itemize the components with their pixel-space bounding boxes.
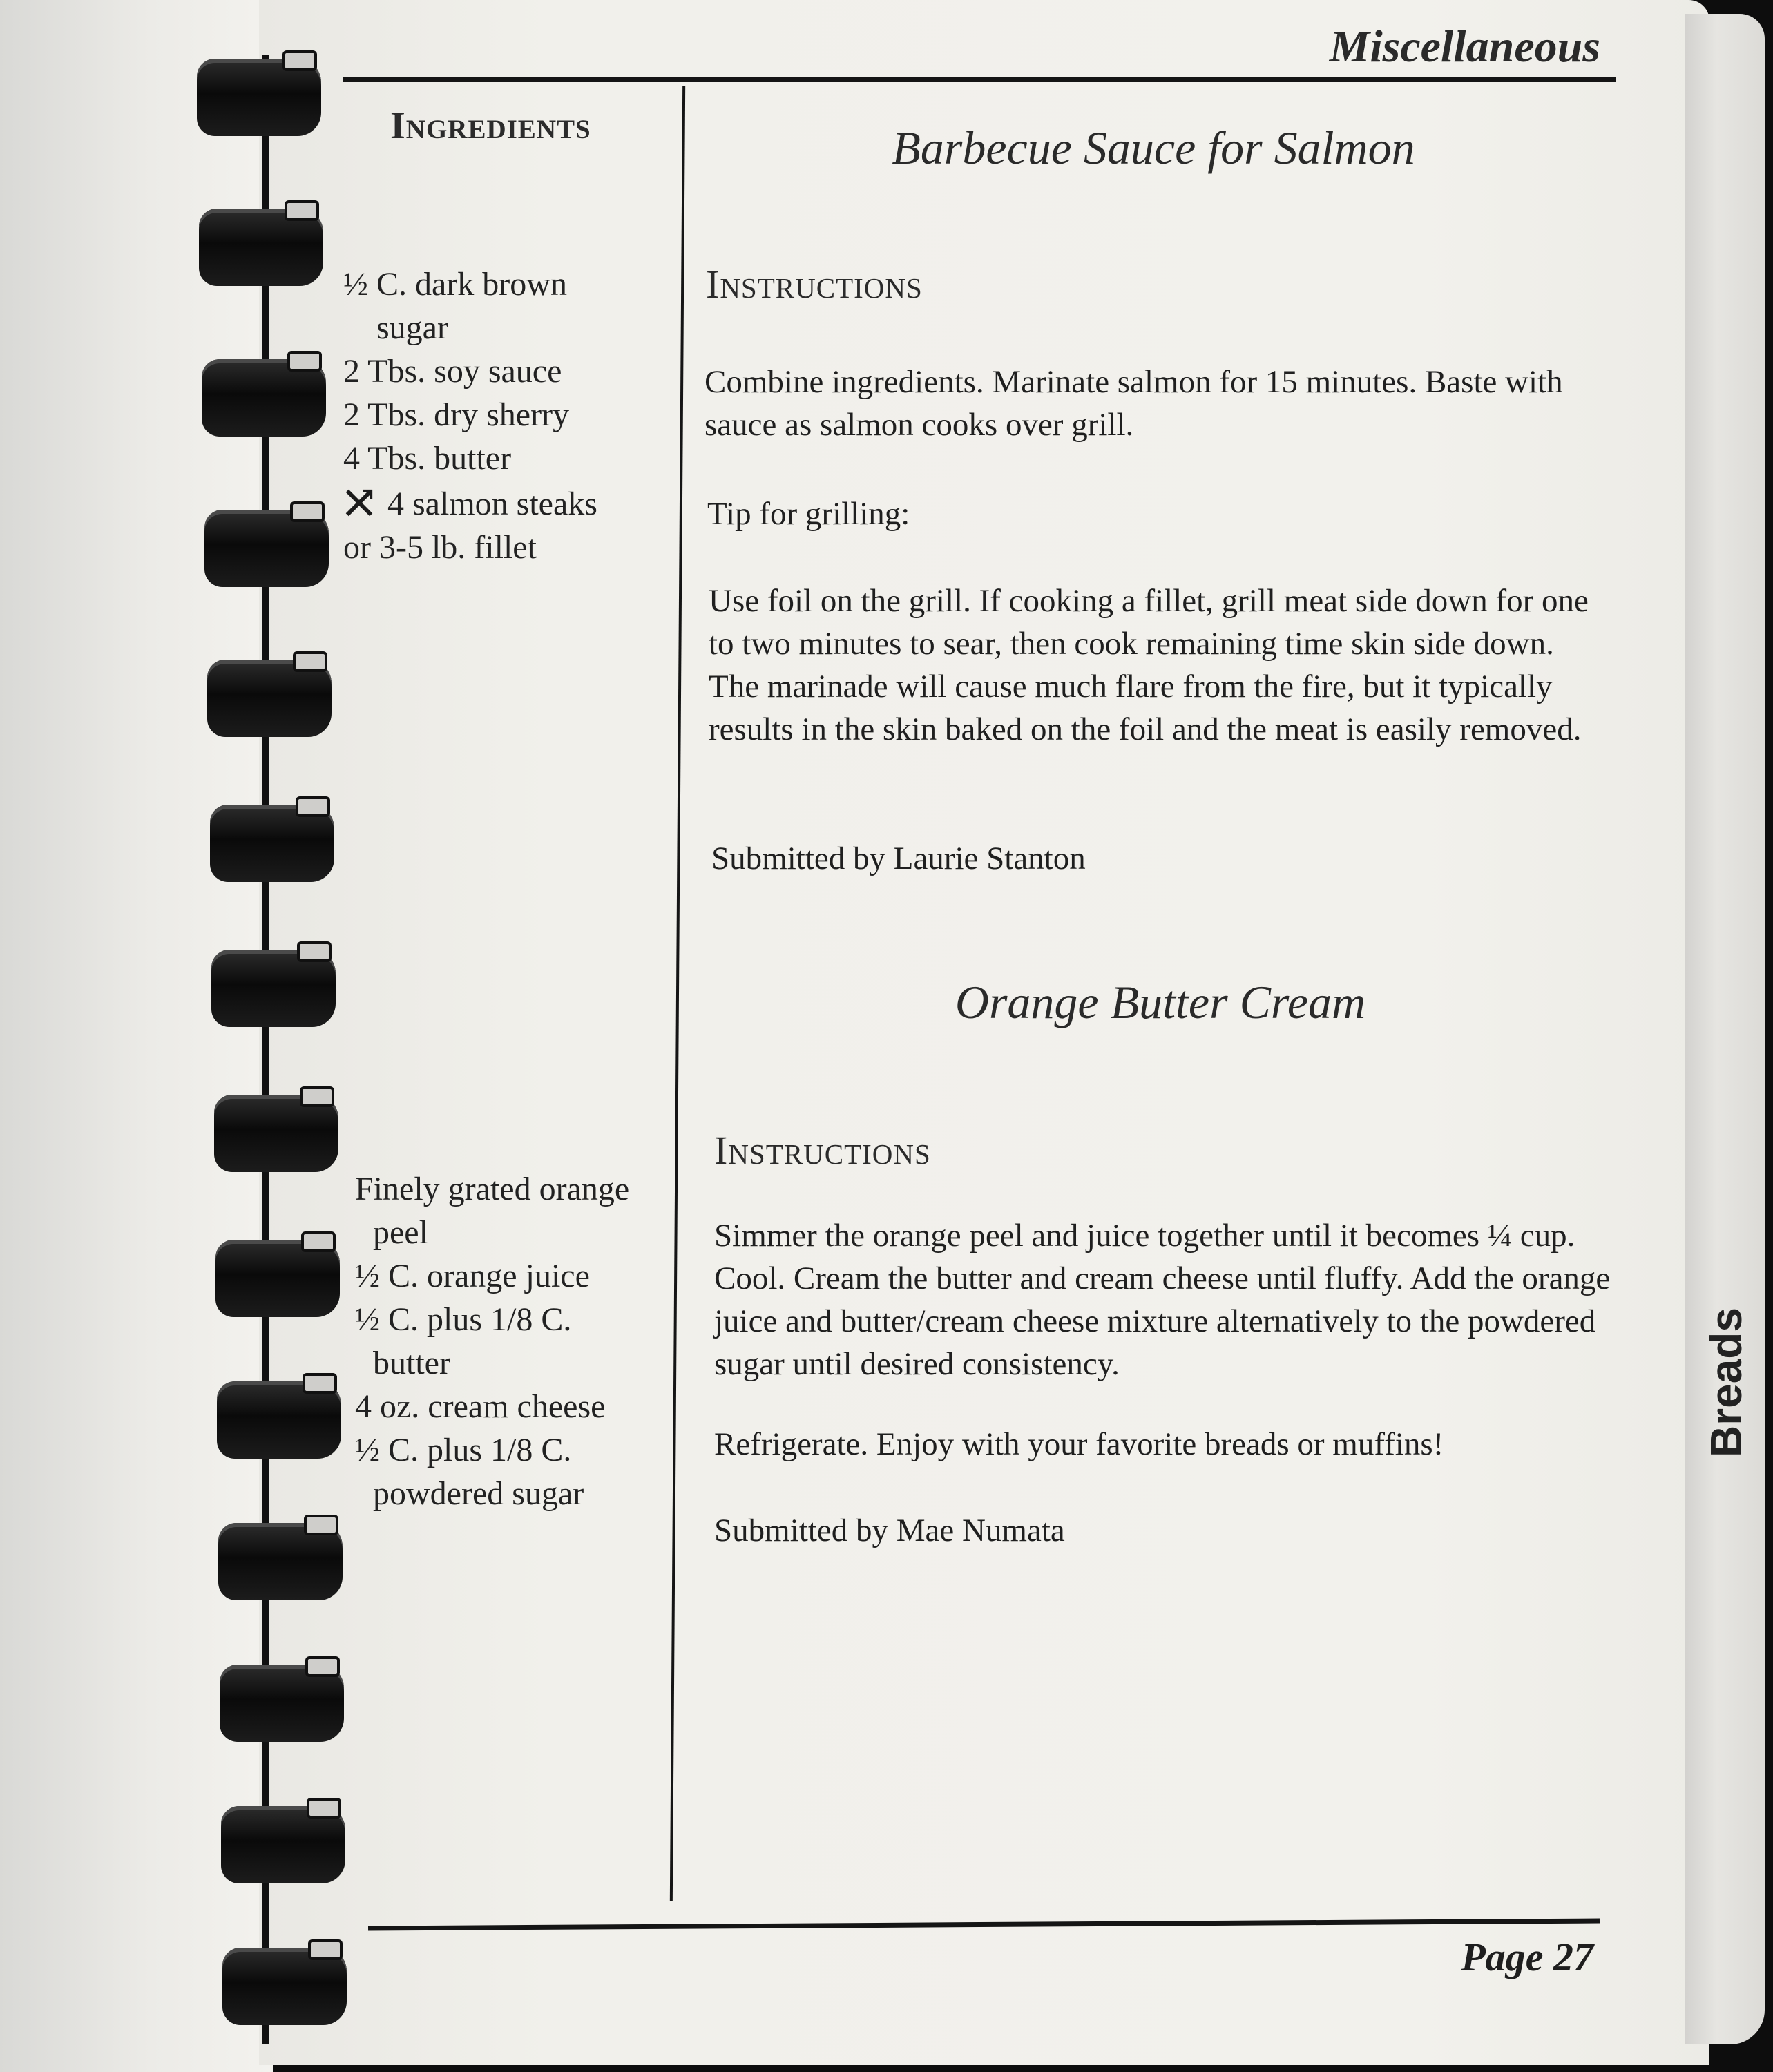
ingredient-item: 2 Tbs. soy sauce	[343, 353, 562, 390]
ingredient-item: ½ C. orange juice	[355, 1258, 590, 1294]
ingredient-text: 4 salmon steaks	[387, 486, 597, 522]
ingredient-item: powdered sugar	[373, 1475, 584, 1512]
binding-coil	[199, 209, 323, 286]
ingredient-item: sugar	[376, 309, 448, 346]
ingredient-item: 4 Tbs. butter	[343, 440, 512, 477]
binding-coil	[214, 1095, 338, 1172]
page-number: Page 27	[1461, 1935, 1593, 1979]
header-rule	[343, 77, 1616, 82]
ingredients-list	[343, 262, 597, 569]
binding-coil	[204, 510, 329, 587]
binding-coil	[222, 1948, 347, 2025]
binding-coil	[197, 59, 321, 136]
recipe-title: Barbecue Sauce for Salmon	[892, 122, 1415, 174]
section-tab-label[interactable]: Breads	[1701, 1307, 1751, 1457]
ingredient-item-main	[343, 482, 597, 526]
binding-coil	[221, 1806, 345, 1883]
submitted-by: Submitted by Mae Numata	[714, 1513, 1065, 1548]
section-title: Miscellaneous	[1329, 21, 1600, 72]
binding-coil	[217, 1381, 341, 1459]
instruction-paragraph: Simmer the orange peel and juice together until it becomes ¼ cup. Cool. Cream the butter and cream cheese until fluffy. Add the orange juice and butter/cream cheese mixture alternatively to the powdered sugar until desired consistency.	[714, 1218, 1611, 1382]
ingredient-item: ½ C. dark brown	[343, 266, 567, 303]
instruction-paragraph: Combine ingredients. Marinate salmon for 15 minutes. Baste with sauce as salmon cooks over grill.	[705, 364, 1563, 443]
crossed-utensils-icon	[343, 487, 375, 519]
binding-coil	[210, 805, 334, 882]
ingredient-item: peel	[373, 1214, 428, 1251]
instructions-heading: Instructions	[706, 262, 923, 307]
ingredients-heading: Ingredients	[390, 104, 591, 147]
ingredient-item: Finely grated orange	[355, 1171, 630, 1207]
ingredient-item: 2 Tbs. dry sherry	[343, 396, 570, 433]
submitted-by: Submitted by Laurie Stanton	[711, 841, 1086, 876]
binding-coil	[202, 359, 326, 437]
instruction-paragraph: Use foil on the grill. If cooking a fillet, grill meat side down for one to two minutes to sear, then cook remaining time skin side down. The marinade will cause much flare from the fire, but it typically results in the skin baked on the foil and the meat is easily removed.	[709, 583, 1589, 747]
previous-page-edge	[0, 0, 273, 2072]
tip-heading: Tip for grilling:	[707, 496, 910, 532]
ingredients-list	[355, 1167, 629, 1515]
instructions-heading: Instructions	[714, 1128, 931, 1173]
ingredient-item: 4 oz. cream cheese	[355, 1388, 606, 1425]
ingredient-item: butter	[373, 1345, 450, 1381]
binding-coil	[215, 1240, 340, 1317]
section-tab-strip[interactable]	[1685, 14, 1765, 2044]
binding-coil	[218, 1523, 343, 1600]
binding-coil	[220, 1665, 344, 1742]
binding-spine	[262, 55, 269, 2044]
ingredient-item: ½ C. plus 1/8 C.	[355, 1432, 572, 1468]
ingredient-item: ½ C. plus 1/8 C.	[355, 1301, 572, 1338]
instruction-paragraph: Refrigerate. Enjoy with your favorite breads or muffins!	[714, 1426, 1444, 1462]
recipe-title: Orange Butter Cream	[955, 976, 1366, 1028]
ingredient-item: or 3-5 lb. fillet	[343, 529, 537, 566]
binding-coil	[211, 950, 336, 1027]
binding-coil	[207, 660, 332, 737]
